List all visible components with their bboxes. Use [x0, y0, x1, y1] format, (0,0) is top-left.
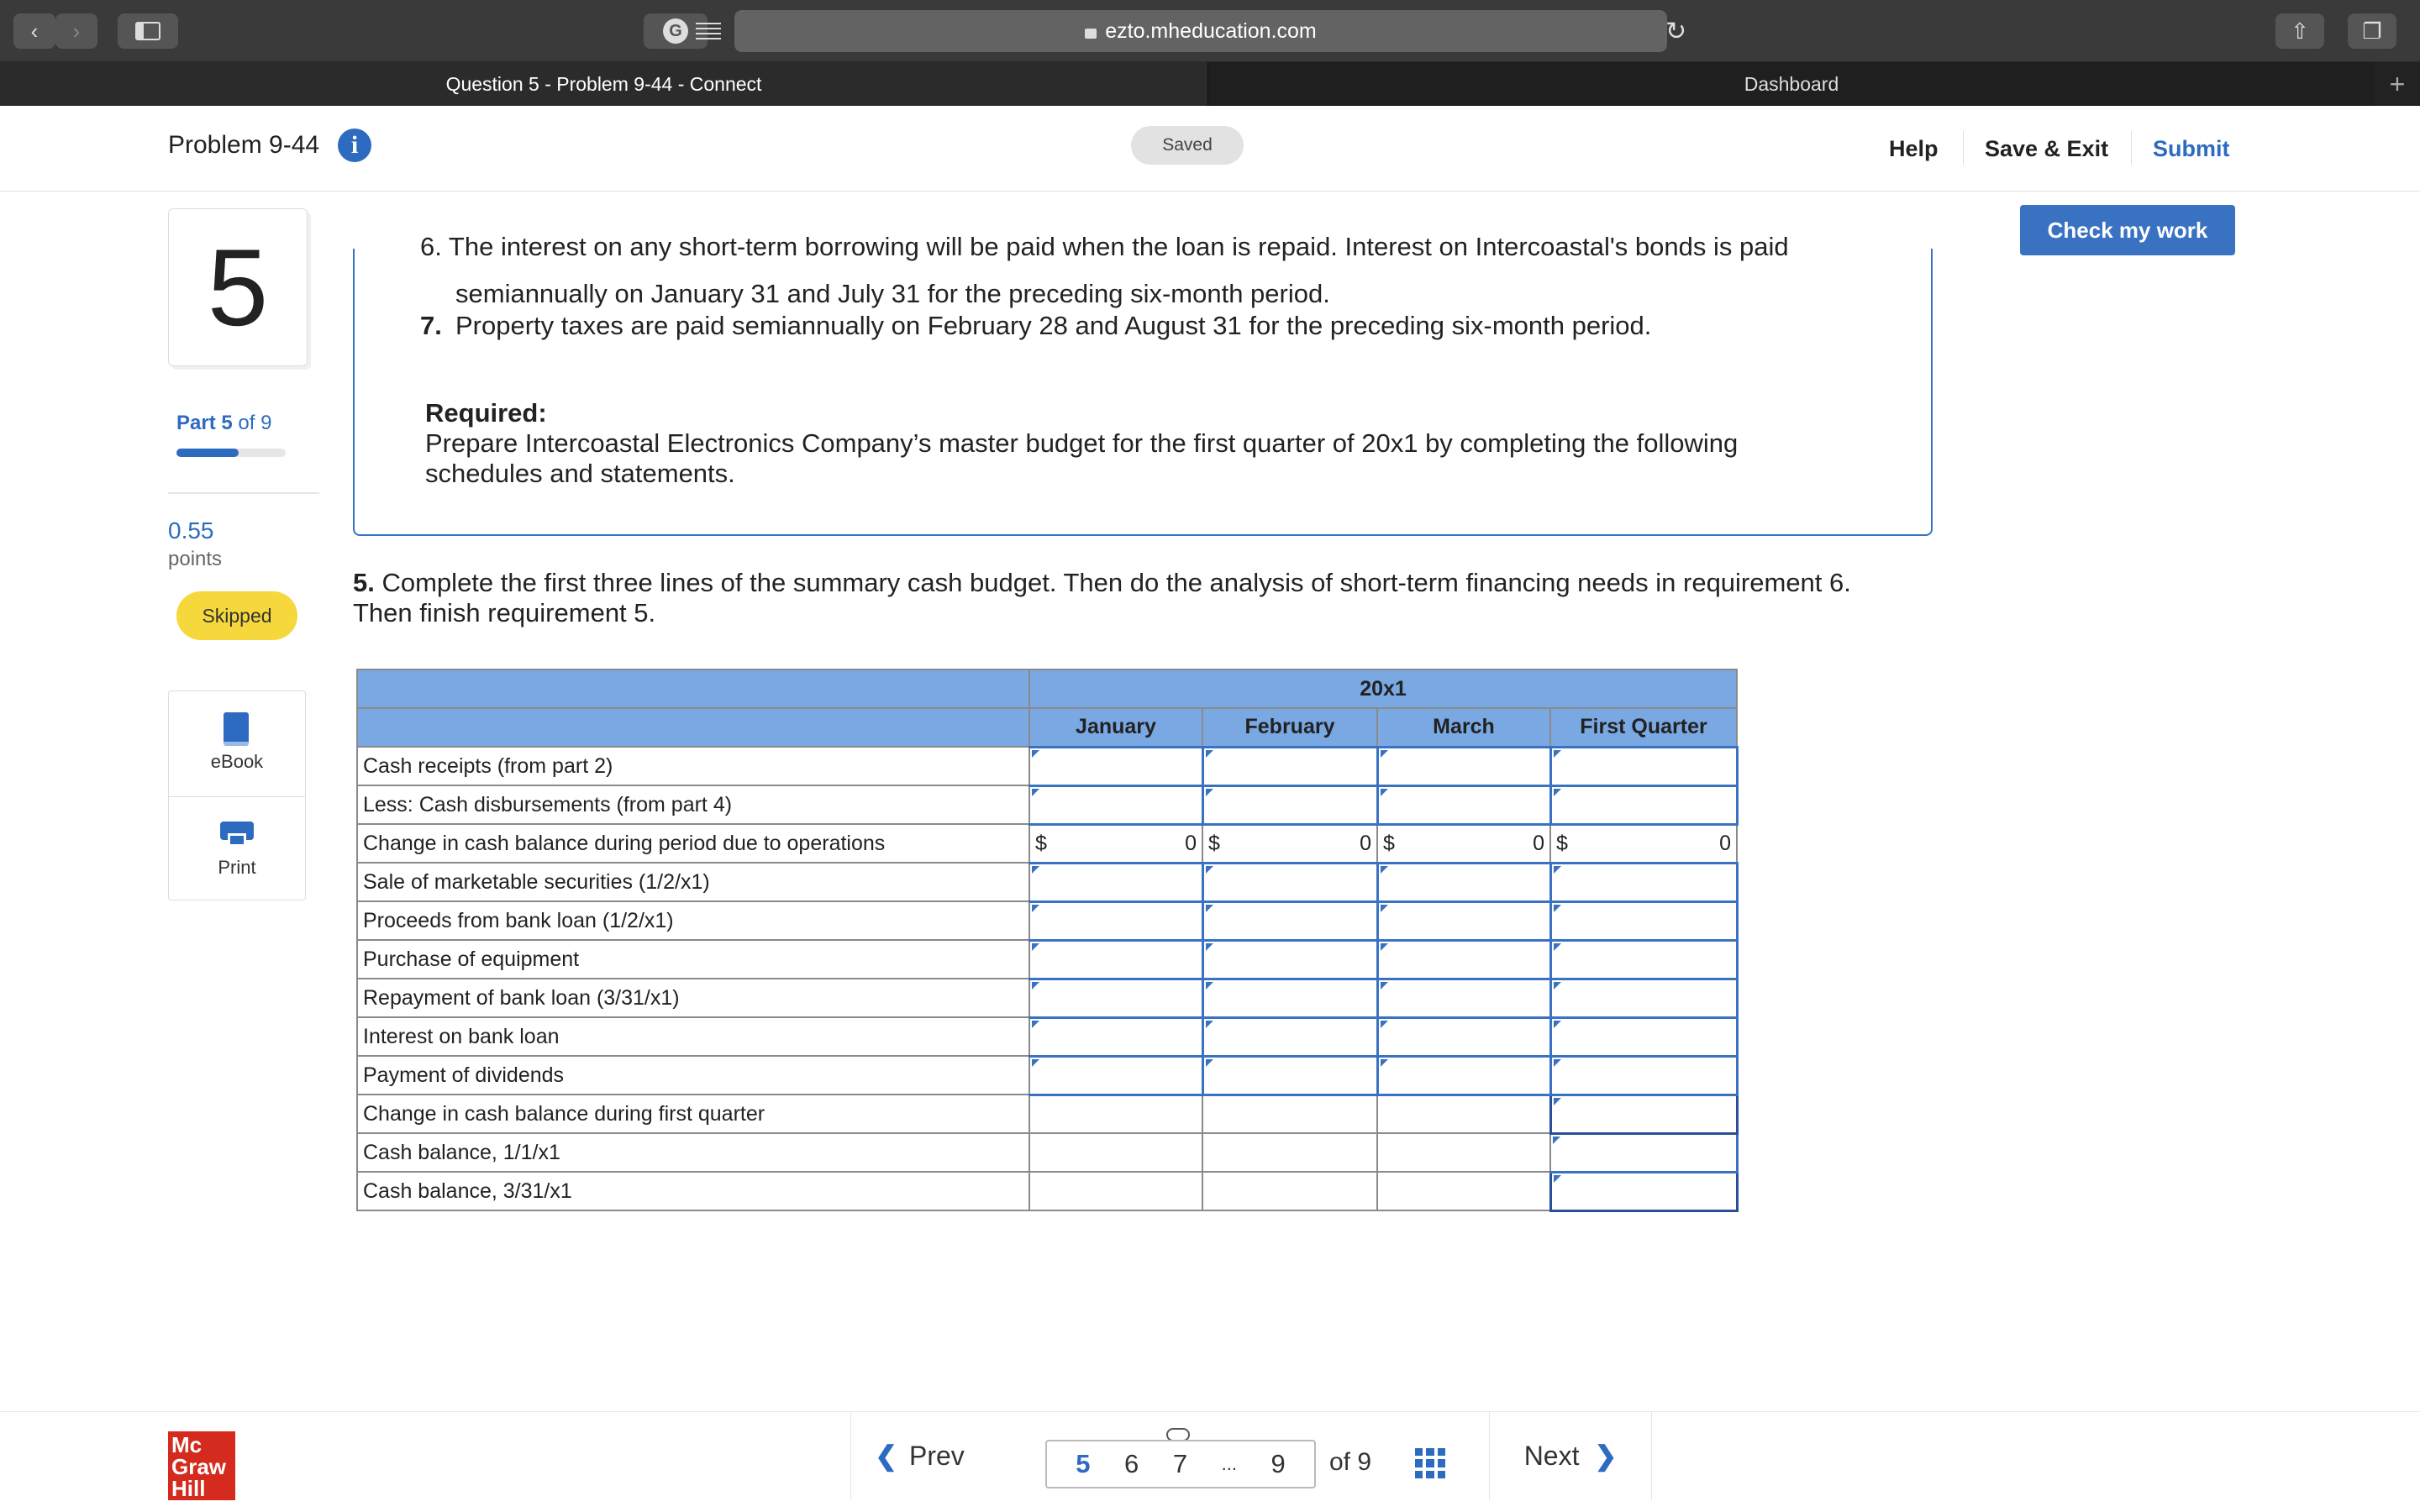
divider — [2131, 131, 2132, 165]
input-cell[interactable] — [1550, 863, 1737, 901]
row-label: Purchase of equipment — [357, 940, 1029, 979]
table-row — [357, 979, 1737, 1017]
table-row — [357, 901, 1737, 940]
input-cell[interactable] — [1202, 940, 1377, 979]
input-cell[interactable] — [1029, 785, 1202, 824]
row-label: Less: Cash disbursements (from part 4) — [357, 785, 1029, 824]
points-value: 0.55 — [168, 517, 214, 543]
input-cell[interactable] — [1550, 901, 1737, 940]
book-icon — [224, 712, 249, 746]
input-cell[interactable] — [1029, 979, 1202, 1017]
input-cell[interactable] — [1202, 1056, 1377, 1095]
new-tab-button[interactable]: + — [2389, 68, 2406, 99]
tab-question[interactable]: Question 5 - Problem 9-44 - Connect — [0, 62, 1208, 106]
reload-icon[interactable]: ↻ — [1665, 18, 1687, 45]
question-prompt — [353, 568, 1916, 628]
input-cell[interactable] — [1550, 1133, 1737, 1172]
row-label: Proceeds from bank loan (1/2/x1) — [357, 901, 1029, 940]
input-cell[interactable] — [1550, 747, 1737, 785]
question-number-card: 5 — [168, 208, 308, 366]
empty-cell — [1202, 1095, 1377, 1133]
input-cell[interactable] — [1550, 785, 1737, 824]
corner-cell — [357, 708, 1029, 747]
input-cell[interactable] — [1550, 1017, 1737, 1056]
printer-icon — [220, 822, 254, 840]
check-my-work-button[interactable]: Check my work — [2020, 205, 2235, 255]
computed-cell — [1550, 824, 1737, 863]
input-cell[interactable] — [1377, 901, 1550, 940]
tabs-overview-button[interactable] — [2348, 13, 2396, 49]
points-label: points — [168, 548, 223, 570]
input-cell[interactable] — [1550, 1095, 1737, 1133]
input-cell[interactable] — [1550, 940, 1737, 979]
logo-line: Hill — [171, 1476, 206, 1501]
computed-cell — [1202, 824, 1377, 863]
scrolled-text — [420, 232, 1789, 262]
ebook-button[interactable] — [168, 711, 306, 795]
table-header-row — [357, 708, 1737, 747]
currency-symbol: $ — [1035, 831, 1047, 855]
input-cell[interactable] — [1029, 863, 1202, 901]
ebook-label: eBook — [210, 751, 264, 772]
table-row — [357, 1172, 1737, 1210]
page-title: Problem 9-44 — [168, 131, 320, 159]
logo-line: Mc — [171, 1432, 203, 1457]
page-total: of 9 — [1329, 1448, 1372, 1476]
input-cell[interactable] — [1377, 863, 1550, 901]
empty-cell — [1202, 1133, 1377, 1172]
input-cell[interactable] — [1377, 940, 1550, 979]
prev-button[interactable] — [850, 1411, 988, 1500]
part-progress-fill — [176, 449, 239, 457]
next-button[interactable] — [1489, 1411, 1652, 1500]
chevron-left-icon: ❮ — [875, 1441, 897, 1471]
share-button[interactable] — [2275, 13, 2324, 49]
input-cell[interactable] — [1377, 979, 1550, 1017]
input-cell[interactable] — [1377, 747, 1550, 785]
divider — [1963, 131, 1964, 165]
sidebar-icon — [135, 22, 160, 40]
page-7[interactable]: 7 — [1172, 1449, 1188, 1478]
status-badge: Skipped — [176, 591, 297, 640]
required-heading: Required: — [425, 398, 547, 428]
cell-value: 0 — [1719, 831, 1731, 855]
input-cell[interactable] — [1029, 940, 1202, 979]
lock-icon — [1085, 29, 1097, 39]
computed-cell — [1377, 824, 1550, 863]
input-cell[interactable] — [1550, 1172, 1737, 1210]
sidebar-toggle-button[interactable] — [118, 13, 178, 49]
currency-symbol: $ — [1556, 831, 1568, 855]
prev-label: Prev — [909, 1440, 965, 1471]
input-cell[interactable] — [1202, 1017, 1377, 1056]
table-row — [357, 863, 1737, 901]
input-cell[interactable] — [1029, 747, 1202, 785]
column-header-march: March — [1377, 708, 1550, 747]
input-cell[interactable] — [1377, 785, 1550, 824]
column-header-january: January — [1029, 708, 1202, 747]
row-label: Change in cash balance during period due to operations — [357, 824, 1029, 863]
table-row — [357, 1095, 1737, 1133]
corner-cell — [357, 669, 1029, 708]
mcgraw-hill-logo — [168, 1431, 235, 1500]
tab-bar — [0, 62, 2420, 106]
currency-symbol: $ — [1383, 831, 1395, 855]
empty-cell — [1029, 1095, 1202, 1133]
cash-budget-table — [356, 669, 1739, 1212]
divider — [168, 796, 306, 797]
page-selector[interactable] — [1045, 1440, 1316, 1488]
question-number: 5. — [353, 568, 375, 597]
input-cell[interactable] — [1377, 1056, 1550, 1095]
chevron-right-icon: › — [72, 18, 81, 44]
cut-line-text: The interest on any short-term borrowing will be paid when the loan is repaid. Interest on Intercoastal's bonds is paid — [448, 232, 1789, 261]
next-label: Next — [1523, 1440, 1580, 1471]
info-icon[interactable]: i — [338, 129, 371, 162]
currency-symbol: $ — [1208, 831, 1220, 855]
tabs-icon: ❐ — [2362, 18, 2382, 44]
empty-cell — [1029, 1172, 1202, 1210]
table-row — [357, 824, 1737, 863]
column-header-first-quarter: First Quarter — [1550, 708, 1737, 747]
chevron-right-icon: ❯ — [1594, 1441, 1618, 1471]
computed-cell — [1029, 824, 1202, 863]
scrolled-text-clip — [353, 232, 1933, 277]
empty-cell — [1377, 1095, 1550, 1133]
divider — [168, 492, 319, 494]
part-current: 5 — [221, 412, 233, 434]
input-cell[interactable] — [1202, 747, 1377, 785]
column-header-february: February — [1202, 708, 1377, 747]
cell-value: 0 — [1360, 831, 1371, 855]
table-row — [357, 940, 1737, 979]
table-row — [357, 1133, 1737, 1172]
url-text: ezto.mheducation.com — [1105, 18, 1317, 43]
part-prefix: Part — [176, 412, 216, 434]
grid-icon[interactable] — [1415, 1448, 1445, 1478]
page-6[interactable]: 6 — [1124, 1449, 1139, 1478]
input-cell[interactable] — [1029, 1017, 1202, 1056]
question-text: Complete the first three lines of the summary cash budget. Then do the analysis of short-term financing needs in requirement 6. Then finish requirement 5. — [353, 568, 1851, 627]
table-header-row — [357, 669, 1737, 708]
chevron-left-icon: ‹ — [30, 18, 39, 44]
row-label: Repayment of bank loan (3/31/x1) — [357, 979, 1029, 1017]
row-label: Interest on bank loan — [357, 1017, 1029, 1056]
table-row — [357, 1017, 1737, 1056]
table-row — [357, 1056, 1737, 1095]
tab-dashboard[interactable]: Dashboard — [1208, 62, 2375, 106]
page-9[interactable]: 9 — [1270, 1449, 1286, 1478]
year-header: 20x1 — [1029, 669, 1737, 708]
input-cell[interactable] — [1029, 901, 1202, 940]
reader-view-button[interactable] — [691, 13, 726, 49]
page-5[interactable]: 5 — [1076, 1449, 1091, 1478]
input-cell[interactable] — [1029, 1056, 1202, 1095]
row-label: Payment of dividends — [357, 1056, 1029, 1095]
table-row — [357, 747, 1737, 785]
page-ellipsis: ... — [1221, 1453, 1237, 1474]
input-cell[interactable] — [1202, 901, 1377, 940]
empty-cell — [1377, 1172, 1550, 1210]
row-label: Cash balance, 3/31/x1 — [357, 1172, 1029, 1210]
print-button[interactable] — [168, 816, 306, 900]
cell-value: 0 — [1185, 831, 1197, 855]
part-indicator — [176, 412, 271, 435]
item-7-text: Property taxes are paid semiannually on February 28 and August 31 for the preceding six-month period. — [455, 311, 1652, 340]
row-label: Cash balance, 1/1/x1 — [357, 1133, 1029, 1172]
address-bar[interactable] — [734, 10, 1667, 52]
submit-link[interactable]: Submit — [2153, 136, 2230, 161]
grammarly-icon: G — [663, 18, 688, 44]
input-cell[interactable] — [1202, 785, 1377, 824]
logo-line: Graw — [171, 1454, 227, 1479]
row-label: Sale of marketable securities (1/2/x1) — [357, 863, 1029, 901]
input-cell[interactable] — [1202, 863, 1377, 901]
part-total: of 9 — [238, 412, 272, 434]
help-link[interactable]: Help — [1889, 136, 1939, 161]
forward-button[interactable] — [55, 13, 97, 49]
empty-cell — [1202, 1172, 1377, 1210]
row-label: Cash receipts (from part 2) — [357, 747, 1029, 785]
list-number: 7. — [420, 311, 442, 340]
list-number: 6. — [420, 232, 442, 261]
input-cell[interactable] — [1202, 979, 1377, 1017]
cell-value: 0 — [1533, 831, 1544, 855]
print-label: Print — [218, 857, 256, 878]
back-button[interactable] — [13, 13, 55, 49]
item-6-continuation: semiannually on January 31 and July 31 for the preceding six-month period. — [455, 279, 1330, 308]
input-cell[interactable] — [1377, 1017, 1550, 1056]
saved-status: Saved — [1131, 126, 1244, 165]
share-icon: ⇧ — [2291, 18, 2309, 44]
row-label: Change in cash balance during first quarter — [357, 1095, 1029, 1133]
required-text: Prepare Intercoastal Electronics Company’s master budget for the first quarter of 20x1 by completing the following schedules and statements. — [425, 428, 1739, 488]
table-row — [357, 785, 1737, 824]
empty-cell — [1029, 1133, 1202, 1172]
input-cell[interactable] — [1550, 1056, 1737, 1095]
save-exit-link[interactable]: Save & Exit — [1985, 136, 2109, 161]
empty-cell — [1377, 1133, 1550, 1172]
input-cell[interactable] — [1550, 979, 1737, 1017]
